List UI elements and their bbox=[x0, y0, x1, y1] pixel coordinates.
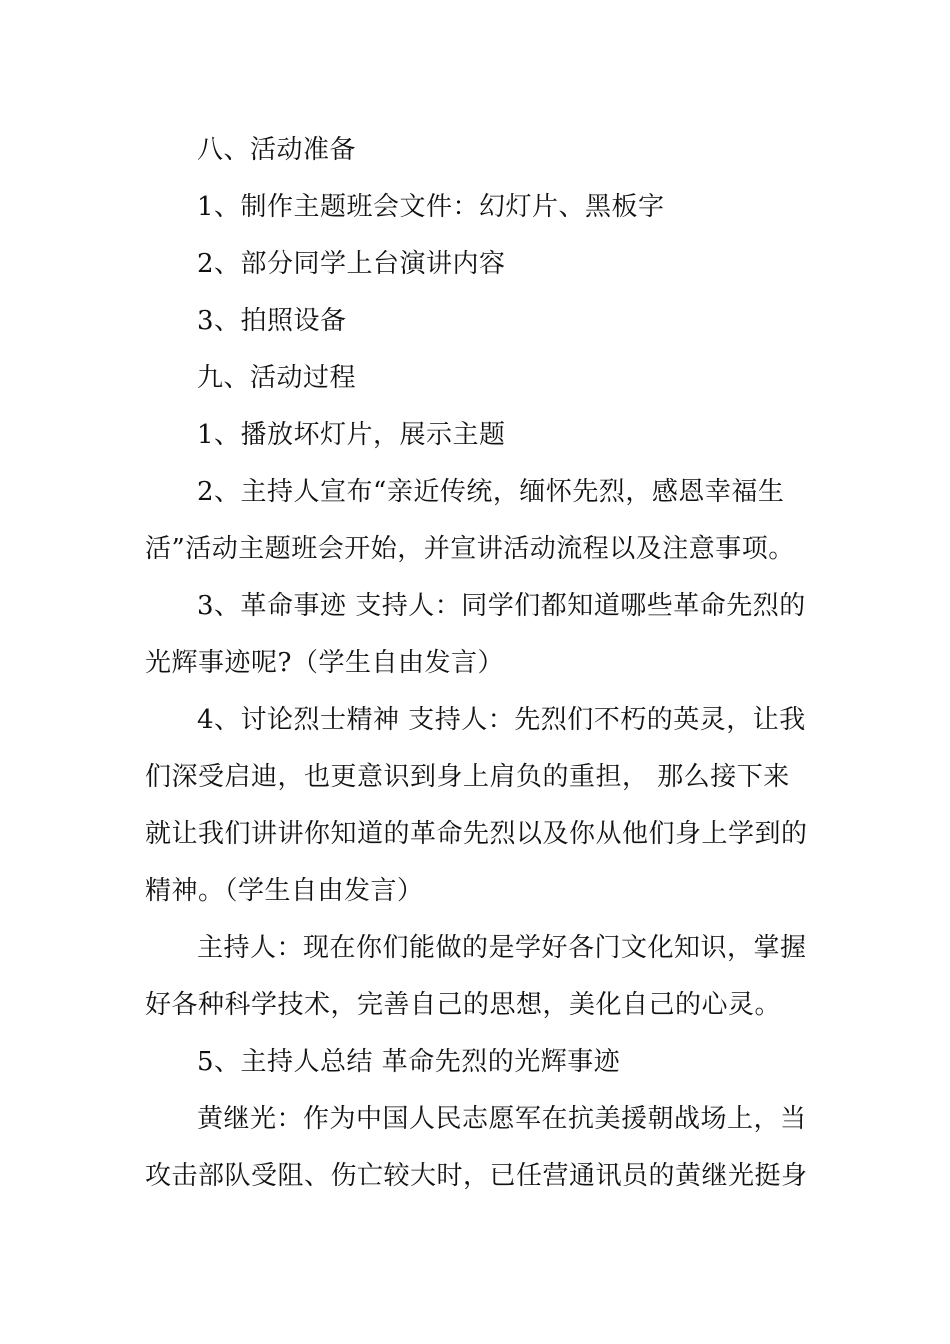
preparation-item-2: 2、部分同学上台演讲内容 bbox=[197, 249, 506, 279]
hero-story-huang-jiguang: 黄继光：作为中国人民志愿军在抗美援朝战场上，当攻击部队受阻、伤亡较大时，已任营通讯员的黄继光挺身 bbox=[145, 1104, 808, 1191]
process-step-1: 1、播放坏灯片，展示主题 bbox=[197, 420, 506, 450]
preparation-item-3: 3、拍照设备 bbox=[197, 306, 347, 336]
process-step-3: 3、革命事迹 支持人：同学们都知道哪些革命先烈的光辉事迹呢?（学生自由发言） bbox=[145, 591, 806, 678]
host-remarks: 主持人：现在你们能做的是学好各门文化知识，掌握好各种科学技术，完善自己的思想，美化自己的心灵。 bbox=[145, 933, 807, 1020]
process-step-5: 5、主持人总结 革命先烈的光辉事迹 bbox=[197, 1047, 621, 1077]
section-heading-preparation: 八、活动准备 bbox=[197, 135, 357, 165]
preparation-item-1: 1、制作主题班会文件：幻灯片、黑板字 bbox=[197, 192, 665, 222]
document-body bbox=[145, 122, 813, 1205]
process-step-2: 2、主持人宣布“亲近传统，缅怀先烈，感恩幸福生活”活动主题班会开始，并宣讲活动流程以及注意事项。 bbox=[145, 477, 795, 564]
process-step-4: 4、讨论烈士精神 支持人：先烈们不朽的英灵，让我们深受启迪，也更意识到身上肩负的重担， 那么接下来就让我们讲讲你知道的革命先烈以及你从他们身上学到的精神。（学生自由发言） bbox=[145, 705, 808, 906]
section-heading-process: 九、活动过程 bbox=[197, 363, 357, 393]
